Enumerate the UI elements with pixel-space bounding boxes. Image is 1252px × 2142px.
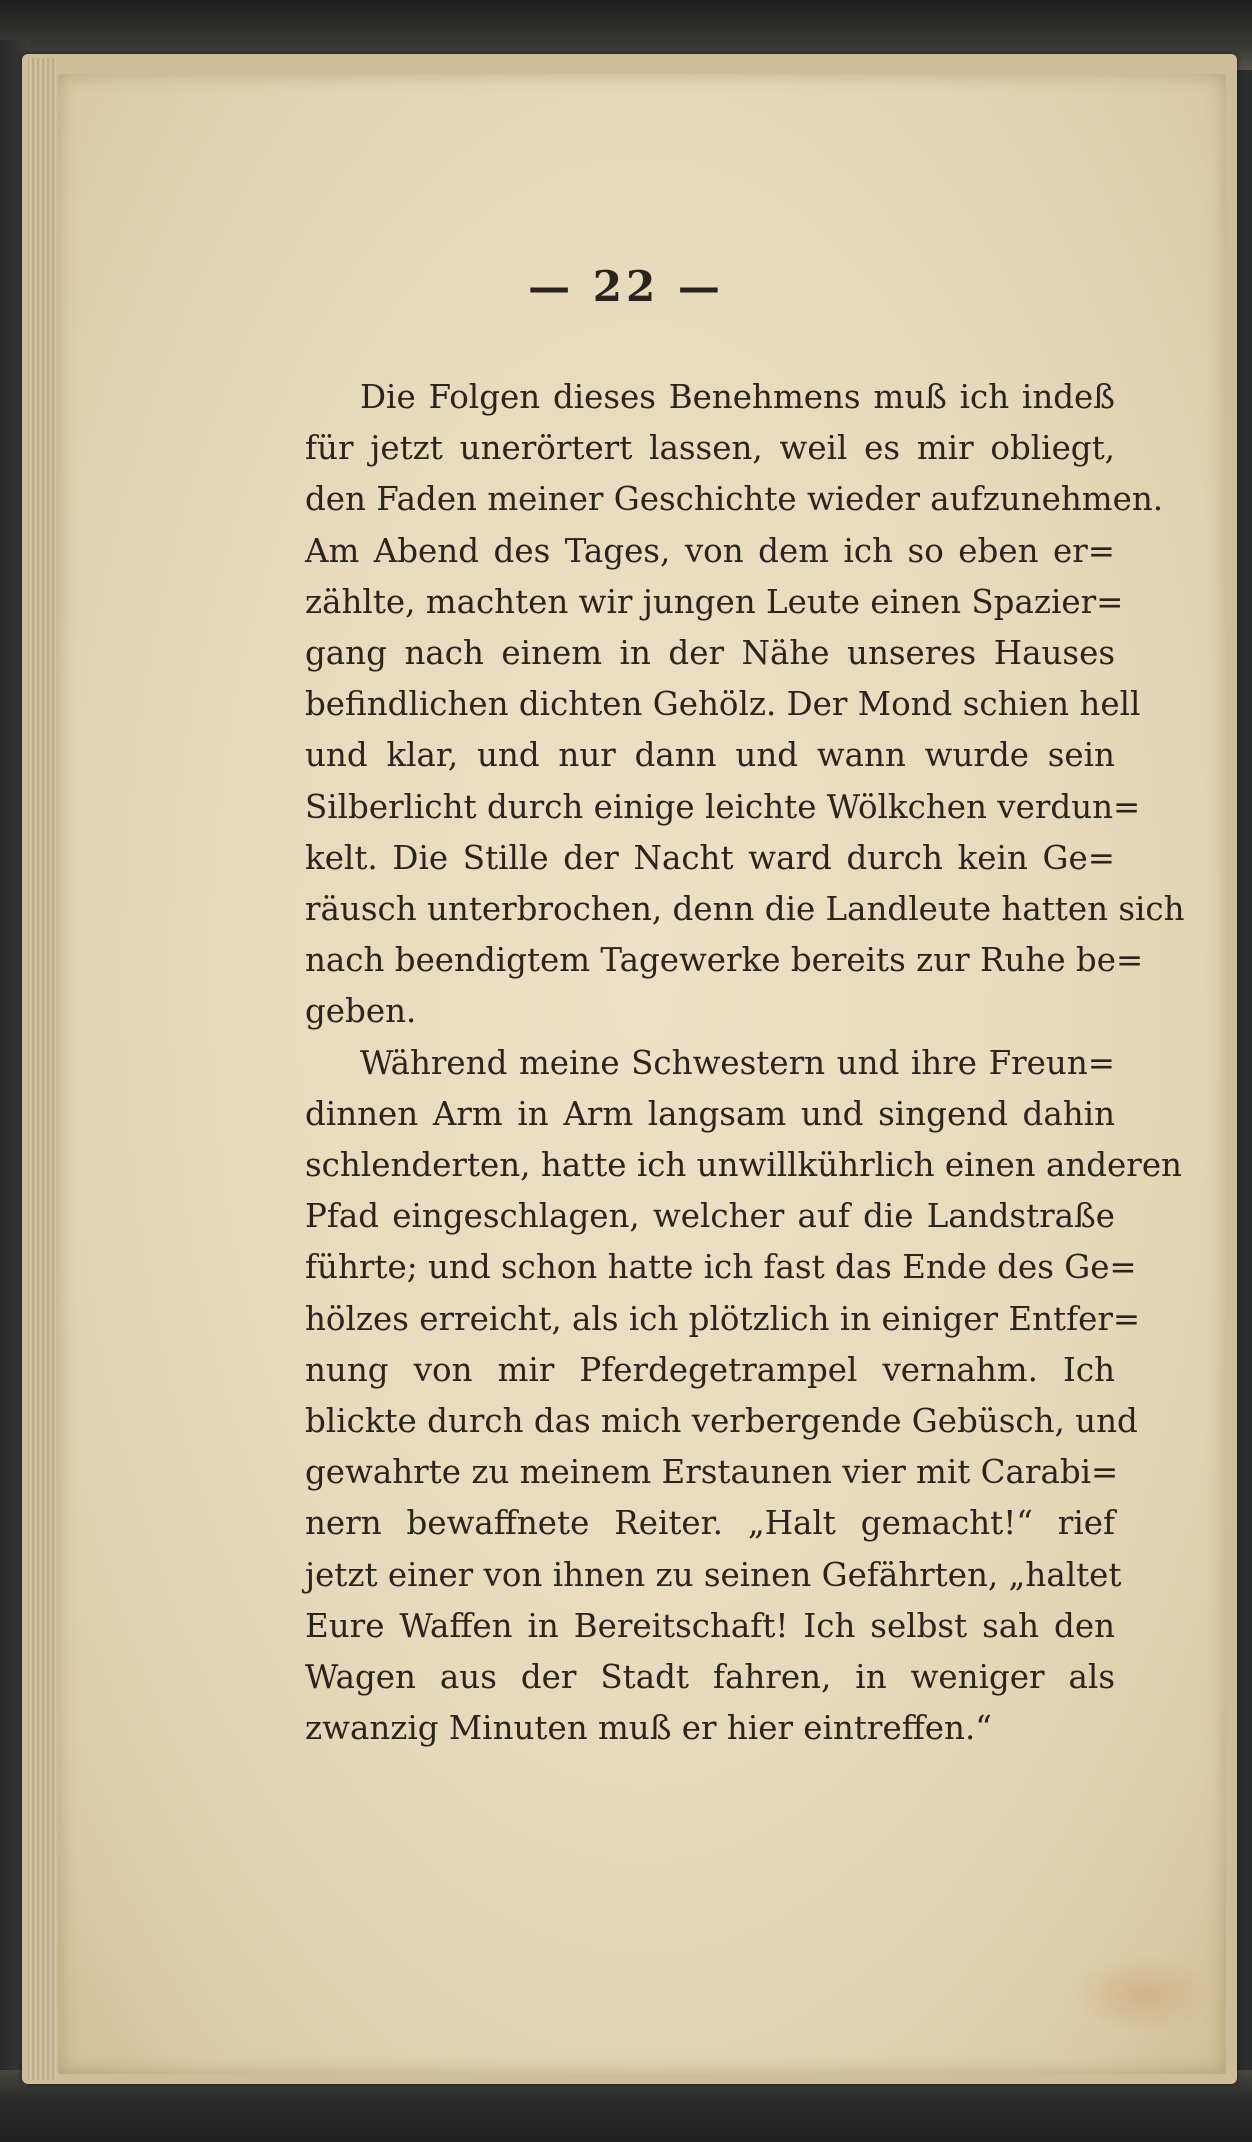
text-line: führte; und schon hatte ich fast das Ende des Ge=	[305, 1248, 1137, 1287]
text-line: zählte, machten wir jungen Leute einen Spazier=	[305, 582, 1124, 621]
text-line: Silberlicht durch einige leichte Wölkchen verdun=	[305, 787, 1141, 826]
text-line: für jetzt unerörtert lassen, weil es mir obliegt,	[305, 429, 1115, 468]
text-line: geben.	[305, 992, 417, 1031]
page-body	[305, 372, 1185, 1754]
text-line: schlenderten, hatte ich unwillkührlich einen anderen	[305, 1146, 1182, 1185]
text-line: räusch unterbrochen, denn die Landleute hatten sich	[305, 890, 1185, 929]
text-line: jetzt einer von ihnen zu seinen Gefährten, „haltet	[305, 1555, 1122, 1594]
text-line: befindlichen dichten Gehölz. Der Mond schien hell	[305, 685, 1141, 724]
text-line: blickte durch das mich verbergende Gebüsch, und	[305, 1402, 1138, 1441]
text-line: Während meine Schwestern und ihre Freun=	[360, 1043, 1115, 1082]
page-stain	[1068, 1954, 1218, 2034]
text-line: gewahrte zu meinem Erstaunen vier mit Carabi=	[305, 1453, 1119, 1492]
text-line: dinnen Arm in Arm langsam und singend dahin	[305, 1094, 1115, 1133]
text-line: den Faden meiner Geschichte wieder aufzunehmen.	[305, 480, 1164, 519]
text-line: Wagen aus der Stadt fahren, in weniger als	[305, 1658, 1115, 1697]
text-line: nung von mir Pferdegetrampel vernahm. Ich	[305, 1350, 1115, 1389]
page-number: — 22 —	[528, 262, 724, 311]
text-line: zwanzig Minuten muß er hier eintreffen.“	[305, 1709, 992, 1748]
text-line: kelt. Die Stille der Nacht ward durch kein Ge=	[305, 838, 1115, 877]
text-line: Am Abend des Tages, von dem ich so eben er=	[305, 531, 1115, 570]
text-line: Die Folgen dieses Benehmens muß ich indeß	[360, 378, 1115, 416]
text-line: nach beendigtem Tagewerke bereits zur Ruhe be=	[305, 941, 1144, 980]
text-line: und klar, und nur dann und wann wurde sein	[305, 736, 1115, 775]
text-line: nern bewaffnete Reiter. „Halt gemacht!“ rief	[305, 1504, 1115, 1543]
text-line: gang nach einem in der Nähe unseres Hauses	[305, 634, 1115, 673]
paragraph-1	[305, 372, 1185, 1038]
text-line: Eure Waffen in Bereitschaft! Ich selbst sah den	[305, 1606, 1115, 1645]
text-line: Pfad eingeschlagen, welcher auf die Landstraße	[305, 1197, 1115, 1236]
text-line: hölzes erreicht, als ich plötzlich in einiger Entfer=	[305, 1299, 1141, 1338]
paragraph-2	[305, 1038, 1182, 1755]
